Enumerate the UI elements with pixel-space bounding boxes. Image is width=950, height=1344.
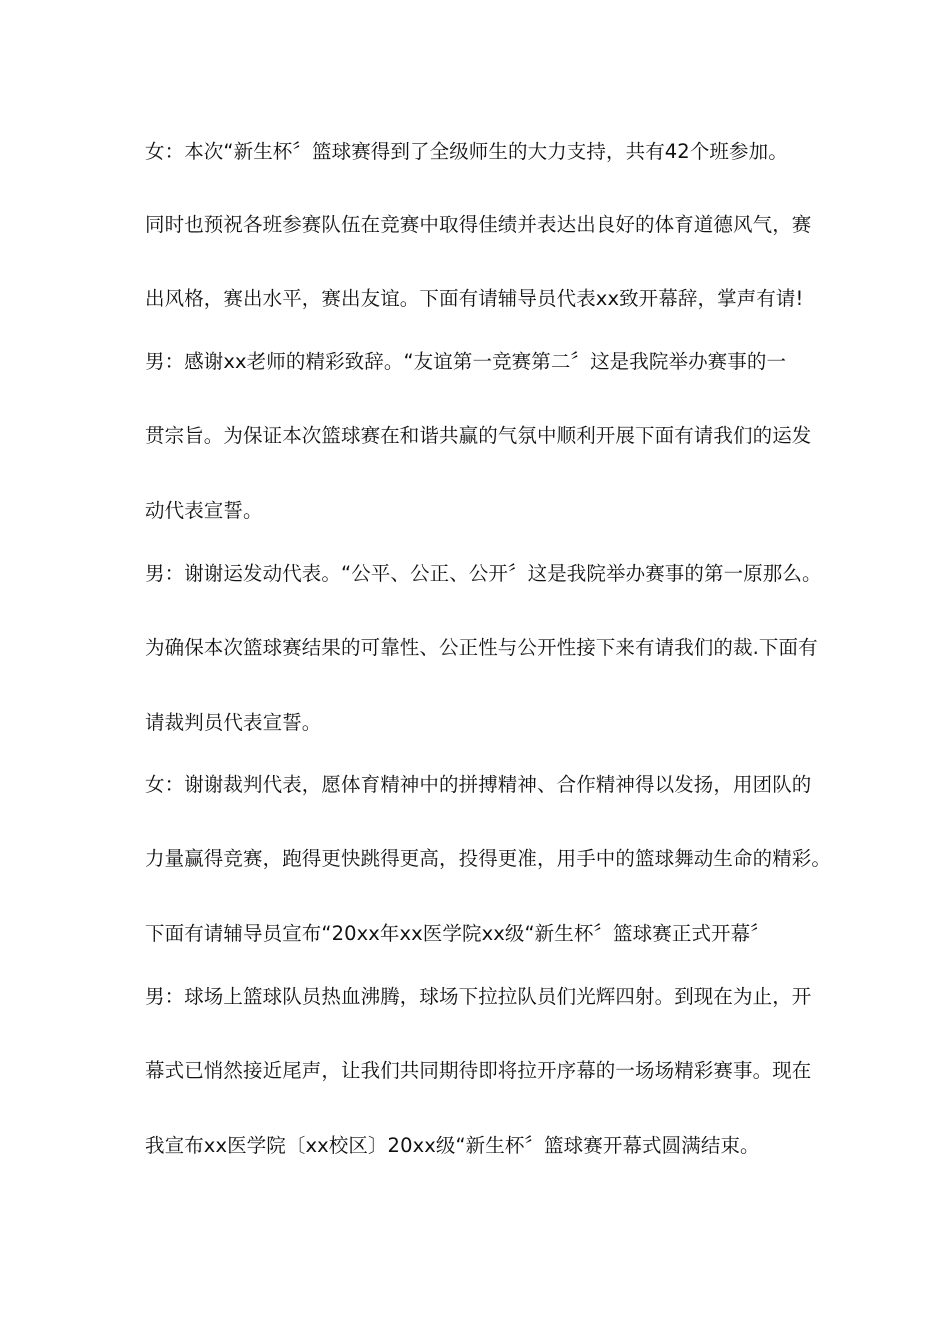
text-line: 为确保本次篮球赛结果的可靠性、公正性与公开性接下来有请我们的裁.下面有: [145, 636, 818, 659]
text-line: 女：谢谢裁判代表，愿体育精神中的拼搏精神、合作精神得以发扬，用团队的: [145, 773, 812, 796]
text-line: 出风格，赛出水平，赛出友谊。下面有请辅导员代表xx致开幕辞，掌声有请!: [145, 287, 804, 310]
text-line: 力量赢得竞赛，跑得更快跳得更高，投得更准，用手中的篮球舞动生命的精彩。: [145, 847, 832, 870]
text-line: 贯宗旨。为保证本次篮球赛在和谐共赢的气氛中顺利开展下面有请我们的运发: [145, 424, 812, 447]
text-line: 幕式已悄然接近尾声，让我们共同期待即将拉开序幕的一场场精彩赛事。现在: [145, 1059, 812, 1082]
text-line: 下面有请辅导员宣布“20xx年xx医学院xx级“新生杯〞篮球赛正式开幕〞: [145, 922, 770, 945]
text-line: 女：本次“新生杯〞篮球赛得到了全级师生的大力支持，共有42个班参加。: [145, 140, 788, 163]
text-line: 男：谢谢运发动代表。“公平、公正、公开〞这是我院举办赛事的第一原那么。: [145, 562, 822, 585]
text-line: 同时也预祝各班参赛队伍在竞赛中取得佳绩并表达出良好的体育道德风气，赛: [145, 213, 812, 236]
text-line: 动代表宣誓。: [145, 499, 263, 522]
text-line: 请裁判员代表宣誓。: [145, 711, 322, 734]
text-line: 男：感谢xx老师的精彩致辞。“友谊第一竞赛第二〞这是我院举办赛事的一: [145, 350, 787, 373]
text-line: 我宣布xx医学院〔xx校区〕20xx级“新生杯〞篮球赛开幕式圆满结束。: [145, 1134, 760, 1157]
text-line: 男：球场上篮球队员热血沸腾，球场下拉拉队员们光辉四射。到现在为止，开: [145, 985, 812, 1008]
